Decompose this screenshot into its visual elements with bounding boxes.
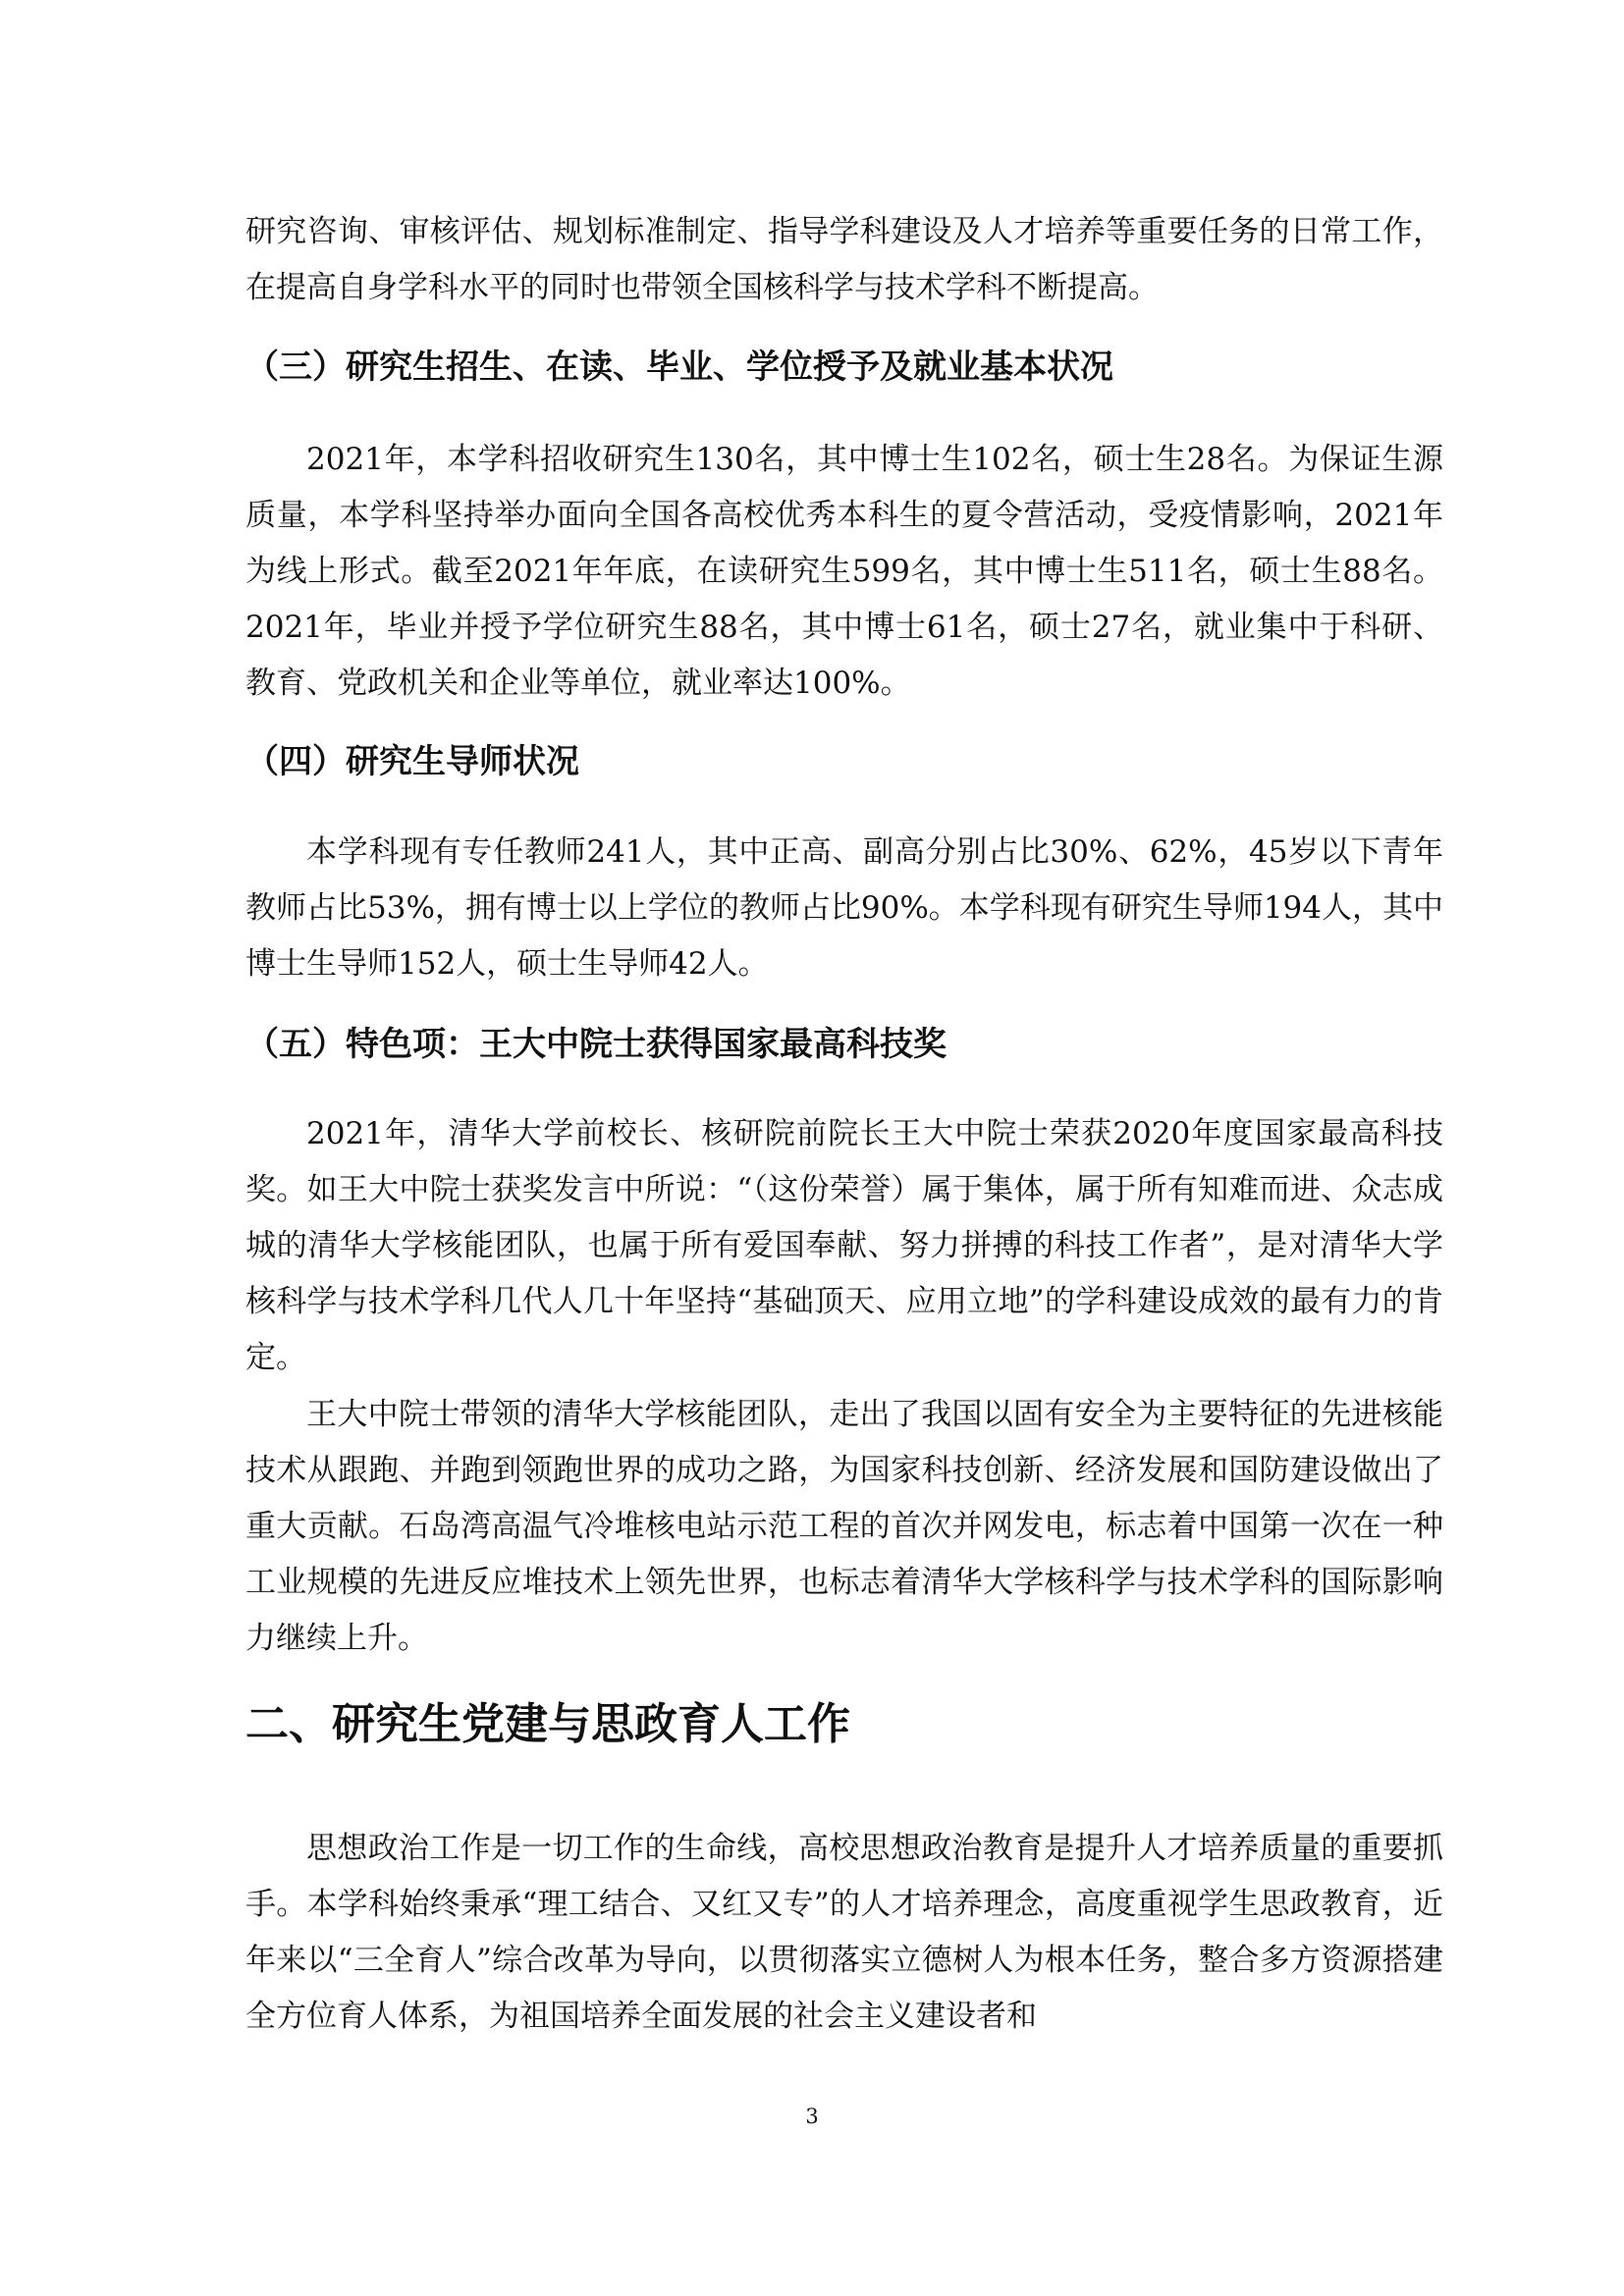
paragraph-nuclear-team: 王大中院士带领的清华大学核能团队，走出了我国以固有安全为主要特征的先进核能技术从跟跑、并跑到领跑世界的成功之路，为国家科技创新、经济发展和国防建设做出了重大贡献。石岛湾高温气冷堆核电站示范工程的首次并网发电，标志着中国第一次在一种工业规模的先进反应堆技术上领先世界，也标志着清华大学核科学与技术学科的国际影响力继续上升。 [245,1397,1443,1656]
section-heading-party-building: 二、研究生党建与思政育人工作 [245,1699,850,1749]
paragraph-award: 2021年，清华大学前校长、核研院前院长王大中院士荣获2020年度国家最高科技奖。如王大中院士获奖发言中所说：“（这份荣誉）属于集体，属于所有知难而进、众志成城的清华大学核能团队，也属于所有爱国奉献、努力拼搏的科技工作者”，是对清华大学核科学与技术学科几代人几十年坚持“基础顶天、应用立地”的学科建设成效的最有力的肯定。 [245,1116,1443,1375]
paragraph-enrollment: 2021年，本学科招收研究生130名，其中博士生102名，硕士生28名。为保证生源质量，本学科坚持举办面向全国各高校优秀本科生的夏令营活动，受疫情影响，2021年为线上形式。截至2021年年底，在读研究生599名，其中博士生511名，硕士生88名。2021年，毕业并授予学位研究生88名，其中博士61名，硕士27名，就业集中于科研、教育、党政机关和企业等单位，就业率达100%。 [245,442,1443,701]
heading-featured-award: （五）特色项：王大中院士获得国家最高科技奖 [245,1025,947,1064]
paragraph-supervisors: 本学科现有专任教师241人，其中正高、副高分别占比30%、62%，45岁以下青年教师占比53%，拥有博士以上学位的教师占比90%。本学科现有研究生导师194人，其中博士生导师152人，硕士生导师42人。 [245,834,1443,982]
heading-supervisors: （四）研究生导师状况 [245,742,579,781]
page-number: 3 [805,2105,819,2128]
paragraph-ideological-education: 思想政治工作是一切工作的生命线，高校思想政治教育是提升人才培养质量的重要抓手。本学科始终秉承“理工结合、又红又专”的人才培养理念，高度重视学生思政教育，近年来以“三全育人”综合改革为导向，以贯彻落实立德树人为根本任务，整合多方资源搭建全方位育人体系，为祖国培养全面发展的社会主义建设者和 [245,1831,1443,2034]
heading-enrollment-status: （三）研究生招生、在读、毕业、学位授予及就业基本状况 [245,347,1113,387]
paragraph-continuation: 研究咨询、审核评估、规划标准制定、指导学科建设及人才培养等重要任务的日常工作，在提高自身学科水平的同时也带领全国核科学与技术学科不断提高。 [245,214,1443,305]
